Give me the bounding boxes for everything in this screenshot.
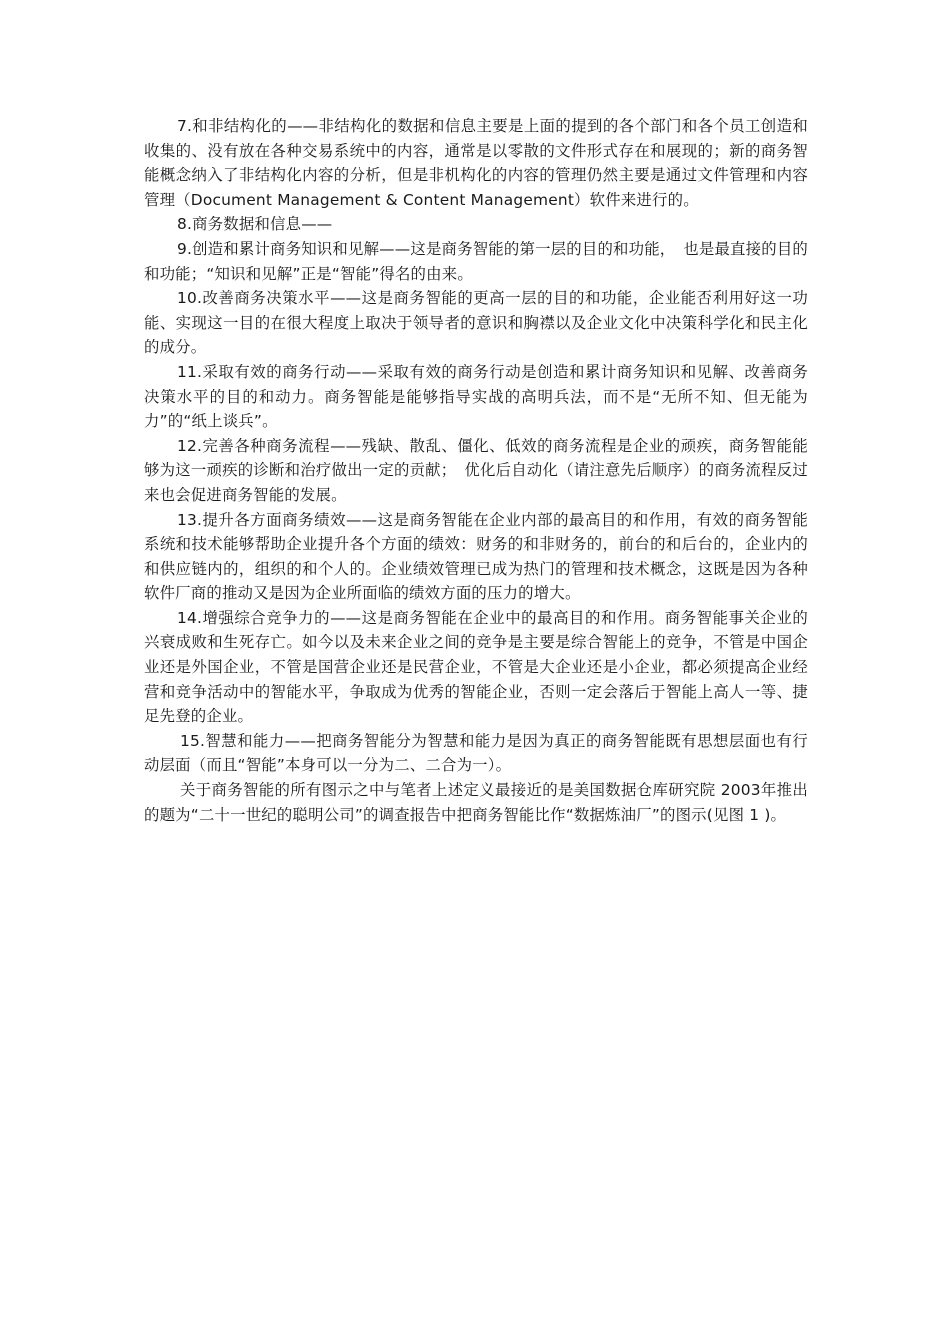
- paragraph-item-12: 12.完善各种商务流程——残缺、散乱、僵化、低效的商务流程是企业的顽疾，商务智能能够为这一顽疾的诊断和治疗做出一定的贡献； 优化后自动化（请注意先后顺序）的商务流程反过来也会促进商务智能的发展。: [144, 436, 808, 504]
- paragraph-item-10: 10.改善商务决策水平——这是商务智能的更高一层的目的和功能，企业能否利用好这一功能、实现这一目的在很大程度上取决于领导者的意识和胸襟以及企业文化中决策科学化和民主化的成分。: [144, 289, 808, 357]
- document-page: [144, 114, 808, 827]
- paragraph-item-8: 8.商务数据和信息——: [177, 215, 333, 234]
- paragraph-item-15: 15.智慧和能力——把商务智能分为智慧和能力是因为真正的商务智能既有思想层面也有行动层面（而且“智能”本身可以一分为二、二合为一）。: [144, 731, 808, 775]
- paragraph-item-13: 13.提升各方面商务绩效——这是商务智能在企业内部的最高目的和作用，有效的商务智能系统和技术能够帮助企业提升各个方面的绩效：财务的和非财务的，前台的和后台的，企业内的和供应链内的，组织的和个人的。企业绩效管理已成为热门的管理和技术概念，这既是因为各种软件厂商的推动又是因为企业所面临的绩效方面的压力的增大。: [144, 510, 808, 603]
- paragraph-figure-reference: 关于商务智能的所有图示之中与笔者上述定义最接近的是美国数据仓库研究院 2003年推出的题为“二十一世纪的聪明公司”的调查报告中把商务智能比作“数据炼油厂”的图示(见图 1 )。: [144, 781, 808, 824]
- paragraph-item-7: 7.和非结构化的——非结构化的数据和信息主要是上面的提到的各个部门和各个员工创造和收集的、没有放在各种交易系统中的内容，通常是以零散的文件形式存在和展现的；新的商务智能概念纳入了非结构化内容的分析，但是非机构化的内容的管理仍然主要是通过文件管理和内容管理（Document Management & Content Management）软件来进行的。: [144, 117, 808, 209]
- paragraph-item-11: 11.采取有效的商务行动——采取有效的商务行动是创造和累计商务知识和见解、改善商务决策水平的目的和动力。商务智能是能够指导实战的高明兵法，而不是“无所不知、但无能为力”的“纸上谈兵”。: [144, 362, 808, 431]
- paragraph-item-9: 9.创造和累计商务知识和见解——这是商务智能的第一层的目的和功能， 也是最直接的目的和功能；“知识和见解”正是“智能”得名的由来。: [144, 239, 809, 283]
- paragraph-item-14: 14.增强综合竞争力的——这是商务智能在企业中的最高目的和作用。商务智能事关企业的兴衰成败和生死存亡。如今以及未来企业之间的竞争是主要是综合智能上的竞争，不管是中国企业还是外国企业，不管是国营企业还是民营企业，不管是大企业还是小企业，都必须提高企业经营和竞争活动中的智能水平，争取成为优秀的智能企业，否则一定会落后于智能上高人一等、捷足先登的企业。: [144, 608, 808, 726]
